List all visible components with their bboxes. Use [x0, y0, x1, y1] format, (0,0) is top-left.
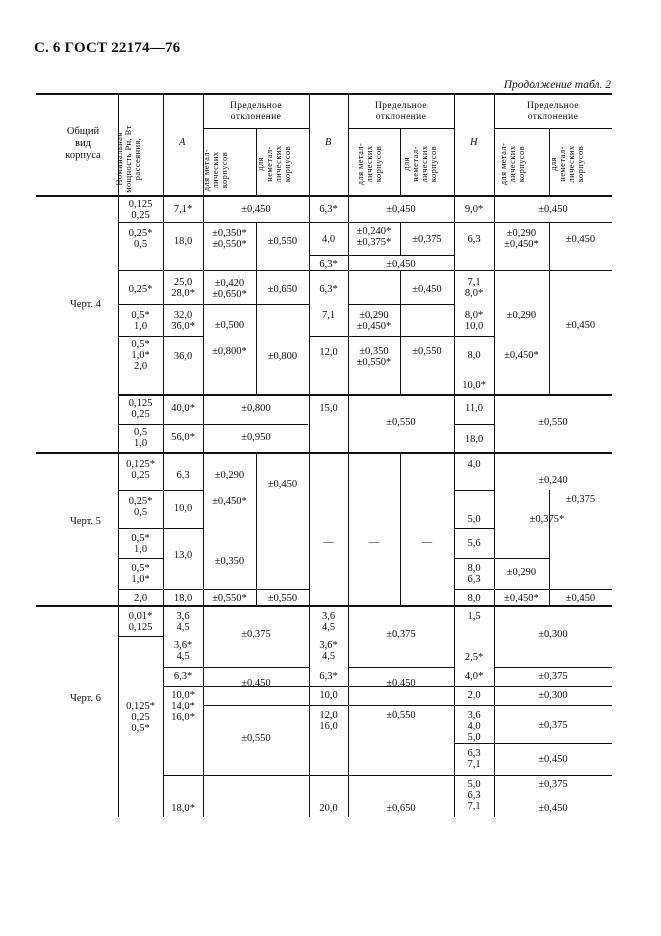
table-cell: 6,3*	[319, 671, 338, 682]
row-rule	[454, 336, 494, 337]
header-limit-dev-h: Предельное отклонение	[527, 101, 579, 122]
table-cell: 12,0 16,0	[319, 710, 338, 732]
table-cell: 6,3	[176, 470, 190, 481]
table-cell: ±0,800	[241, 403, 271, 414]
header-col-h: Н	[470, 137, 478, 148]
table-cell: 6,3*	[319, 259, 338, 270]
table-cell: ±0,290	[214, 470, 245, 481]
table-cell: 0,125 0,25	[128, 199, 153, 221]
header-metal-b: для метал- лических корпусов	[355, 142, 383, 186]
table-cell: ±0,240	[538, 475, 568, 486]
table-cell: ±0,300	[538, 629, 568, 640]
table-cell: 4,0*	[464, 671, 484, 682]
table-cell: ±0,550*	[212, 593, 247, 604]
table-cell: ±0,375	[538, 671, 568, 682]
table-cell: 12,0	[319, 347, 338, 358]
table-cell: 8,0* 10,0	[464, 310, 484, 332]
table-cell: 40,0*	[171, 403, 195, 414]
header-limit-dev-a: Предельное отклонение	[230, 101, 282, 122]
col-rule	[309, 93, 310, 817]
table-cell: 6,3 7,1	[467, 748, 481, 770]
table-cell: 10,0	[319, 690, 338, 701]
table-cell: 0,5* 1,0* 2,0	[131, 339, 150, 372]
table-cell: 0,5* 1,0	[131, 533, 150, 555]
row-rule	[118, 424, 308, 425]
table-cell: 18,0*	[171, 803, 195, 814]
table-cell: ±0,450	[267, 479, 298, 490]
table-cell: ±0,450	[241, 678, 271, 689]
row-rule	[454, 424, 494, 425]
table-cell: 20,0	[319, 803, 338, 814]
table-cell: 0,125* 0,25 0,5*	[126, 701, 155, 734]
table-cell: 6,3*	[319, 204, 338, 215]
table-cell: 0,5* 1,0	[131, 310, 150, 332]
table-cell: ±0,450	[538, 204, 568, 215]
table-cell: 6,3	[467, 234, 481, 245]
table-cell: ±0,290	[506, 567, 537, 578]
table-cell: 4,0	[467, 459, 481, 470]
table-cell: ±0,350 ±0,550*	[356, 346, 392, 368]
table-cell: 25,0 28,0*	[171, 277, 195, 299]
row-rule	[494, 589, 612, 590]
table-cell: 0,5* 1,0*	[131, 563, 150, 585]
table-cell: 18,0	[173, 593, 193, 604]
table-cell: 15,0	[319, 403, 338, 414]
row-rule	[454, 775, 612, 776]
table-cell: 3,6 4,0 5,0	[467, 710, 481, 743]
table-cell: ±0,375	[241, 629, 271, 640]
table-cell: ±0,450	[538, 803, 568, 814]
table-cell: ±0,450	[538, 754, 568, 765]
table-cell: 6,3*	[319, 284, 338, 295]
row-rule	[310, 255, 454, 256]
row-rule	[348, 667, 454, 668]
table-cell: 1,5	[467, 611, 481, 622]
row-rule	[118, 394, 612, 396]
row-rule	[118, 304, 203, 305]
table-cell: 7,1*	[173, 204, 193, 215]
table-cell: ±0,450	[386, 204, 416, 215]
header-col-b: В	[325, 137, 332, 148]
table-cell: 56,0*	[171, 432, 195, 443]
table-cell: ±0,450	[386, 259, 416, 270]
group-label: Черт. 5	[70, 516, 101, 527]
table-cell: —	[421, 537, 433, 548]
table-cell: ±0,375	[386, 629, 416, 640]
table-cell: ±0,450	[241, 204, 271, 215]
table-cell: 10,0* 14,0* 16,0*	[171, 690, 195, 723]
table-cell: ±0,375	[538, 720, 568, 731]
row-rule	[454, 490, 494, 491]
table-cell: ±0,450*	[504, 350, 539, 361]
table-cell: ±0,300	[538, 690, 568, 701]
header-nonmetal-h: для неметал- лических корпусов	[548, 145, 585, 183]
table-cell: —	[323, 537, 334, 548]
head-rule	[348, 128, 454, 129]
table-cell: ±0,650	[267, 284, 298, 295]
table-cell: ±0,450	[412, 284, 442, 295]
table-cell: ±0,420 ±0,650*	[212, 278, 247, 300]
table-cell: —	[368, 537, 380, 548]
table-cell: ±0,800	[267, 351, 298, 362]
table-cell: 2,0	[133, 593, 148, 604]
row-rule	[118, 636, 163, 637]
page-header: С. 6 ГОСТ 22174—76	[34, 40, 181, 56]
row-rule	[348, 304, 454, 305]
table-cell: ±0,375	[412, 234, 442, 245]
table-cell: 8,0	[467, 350, 481, 361]
header-nominal-power: Номинальная мощность Pн, Вт рассеяния,	[114, 125, 142, 193]
table-cell: 10,0	[173, 503, 193, 514]
table-continuation-note: Продолжение табл. 2	[503, 79, 611, 91]
table-top-rule	[36, 93, 612, 95]
col-rule	[494, 93, 495, 817]
table-cell: 7,1	[321, 310, 336, 321]
table-cell: 4,0	[321, 234, 336, 245]
table-cell: 18,0	[464, 434, 484, 445]
row-rule	[454, 743, 612, 744]
col-rule	[454, 93, 455, 817]
table-cell: ±0,550	[241, 733, 271, 744]
col-rule	[549, 490, 550, 605]
table-cell: 13,0	[173, 550, 193, 561]
row-rule	[494, 558, 549, 559]
header-metal-a: для метал- лических корпусов	[201, 148, 229, 192]
table-cell: 3,6* 4,5	[173, 640, 193, 662]
table-cell: ±0,290	[506, 310, 537, 321]
table-cell: ±0,375	[538, 779, 568, 790]
table-cell: 0,125* 0,25	[126, 459, 155, 481]
table-cell: 3,6* 4,5	[319, 640, 338, 662]
table-cell: 8,0	[467, 593, 481, 604]
row-rule	[118, 490, 203, 491]
table-cell: 6,3*	[173, 671, 193, 682]
header-nonmetal-b: для неметал- лических корпусов	[401, 145, 438, 183]
header-metal-h: для метал- лических корпусов	[498, 142, 526, 186]
col-rule	[203, 93, 204, 817]
table-cell: ±0,450	[565, 234, 596, 245]
table-cell: 2,5*	[464, 652, 484, 663]
table-cell: 11,0	[465, 403, 483, 414]
table-cell: 5,0 6,3 7,1	[467, 779, 481, 812]
row-rule	[454, 558, 494, 559]
row-rule	[118, 270, 612, 271]
group-rule	[36, 605, 612, 607]
col-rule	[400, 452, 401, 605]
table-cell: ±0,450	[565, 593, 596, 604]
table-cell: 5,0	[467, 514, 481, 525]
table-cell: 0,25*	[128, 284, 153, 295]
table-cell: 8,0 6,3	[467, 563, 481, 585]
table-cell: 3,6 4,5	[176, 611, 190, 633]
row-rule	[454, 528, 494, 529]
table-cell: ±0,550	[386, 417, 416, 428]
table-cell: 18,0	[173, 236, 193, 247]
table-cell: ±0,450*	[504, 593, 539, 604]
row-rule	[310, 336, 454, 337]
table-cell: ±0,550	[538, 417, 568, 428]
table-cell: 9,0*	[464, 204, 484, 215]
row-rule	[118, 336, 203, 337]
table-cell: 0,01* 0,125	[128, 611, 153, 633]
table-cell: 3,6 4,5	[321, 611, 336, 633]
row-rule	[163, 667, 309, 668]
group-label: Черт. 4	[70, 299, 101, 310]
row-rule	[310, 775, 454, 776]
col-rule	[549, 222, 550, 394]
table-cell: 0,25* 0,5	[128, 228, 153, 250]
header-limit-dev-b: Предельное отклонение	[375, 101, 427, 122]
header-nonmetal-a: для неметал- лических корпусов	[255, 145, 292, 183]
row-rule	[118, 222, 612, 223]
table-cell: 10,0*	[462, 380, 486, 391]
row-rule	[163, 775, 309, 776]
table-cell: ±0,240* ±0,375*	[356, 226, 392, 248]
table-cell: ±0,375	[565, 494, 596, 505]
col-rule	[256, 452, 257, 605]
row-rule	[118, 528, 203, 529]
table-cell: ±0,550	[412, 346, 442, 357]
row-rule	[454, 589, 494, 590]
table-cell: ±0,550	[267, 593, 298, 604]
row-rule	[494, 667, 612, 668]
table-cell: ±0,375*	[529, 514, 565, 525]
col-rule	[348, 93, 349, 817]
table-cell: 0,125 0,25	[128, 398, 153, 420]
table-cell: 7,1 8,0*	[464, 277, 484, 299]
table-cell: ±0,550	[267, 236, 298, 247]
head-rule	[494, 128, 612, 129]
table-cell: 36,0	[173, 351, 193, 362]
row-rule	[118, 589, 163, 590]
table-cell: ±0,450*	[212, 496, 247, 507]
table-cell: ±0,500	[214, 320, 245, 331]
table-cell: ±0,450	[386, 678, 416, 689]
table-cell: 5,6	[467, 538, 481, 549]
table-cell: 2,0	[467, 690, 481, 701]
table-cell: 32,0 36,0*	[171, 310, 195, 332]
group-rule	[36, 452, 612, 454]
header-col-a: А	[179, 137, 186, 148]
table-cell: ±0,290 ±0,450*	[356, 310, 392, 332]
row-rule	[310, 705, 612, 706]
row-rule	[203, 705, 309, 706]
table-cell: ±0,350	[214, 556, 245, 567]
table-cell: ±0,450	[565, 320, 596, 331]
table-cell: ±0,950	[241, 432, 271, 443]
table-cell: ±0,650	[386, 803, 416, 814]
table-cell: 0,25* 0,5	[128, 496, 153, 518]
header-general-view: Общий вид корпуса	[65, 126, 101, 161]
table-cell: ±0,290 ±0,450*	[504, 228, 539, 250]
table-cell: ±0,550	[386, 710, 416, 721]
group-label: Черт. 6	[70, 693, 101, 704]
table-cell: ±0,800*	[212, 346, 247, 357]
row-rule	[163, 589, 309, 590]
table-cell: 0,5 1,0	[133, 427, 148, 449]
row-rule	[118, 558, 163, 559]
table-cell: ±0,350* ±0,550*	[212, 228, 247, 250]
